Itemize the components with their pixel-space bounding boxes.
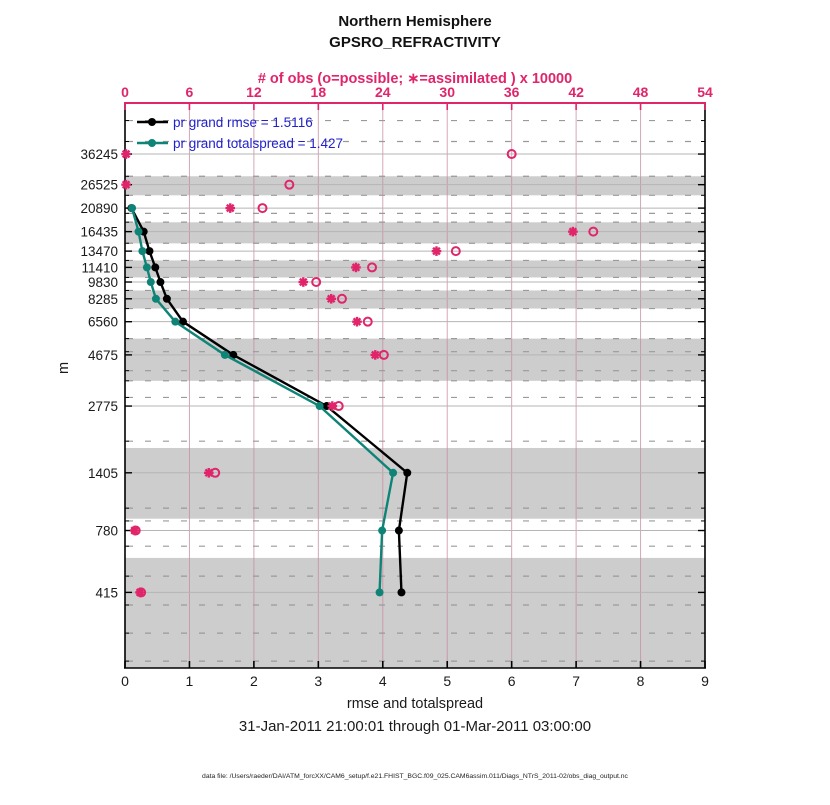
left-tick-label: 36245 <box>80 147 118 163</box>
left-tick-label: 26525 <box>80 177 118 193</box>
totalspread-point <box>376 588 384 596</box>
bottom-tick-label: 5 <box>443 673 452 689</box>
assimilated-count-marker <box>298 277 308 287</box>
bottom-tick-label: 8 <box>636 673 645 689</box>
legend-rmse-marker <box>148 118 156 126</box>
top-tick-label: 12 <box>246 84 262 100</box>
assimilated-count-marker <box>121 180 131 190</box>
assimilated-count-marker <box>351 263 361 273</box>
date-range-caption: 31-Jan-2011 21:00:01 through 01-Mar-2011 03:00:00 <box>238 718 592 735</box>
shaded-band <box>125 260 705 277</box>
totalspread-point <box>128 204 136 212</box>
legend-totalspread-label: pr grand totalspread = 1.427 <box>173 136 343 151</box>
assimilated-count-marker <box>370 350 380 360</box>
bottom-tick-label: 1 <box>185 673 194 689</box>
top-axis-label: # of obs (o=possible; ∗=assimilated ) x 10000 <box>257 71 573 87</box>
shaded-band <box>125 290 705 308</box>
assimilated-count-marker <box>568 227 578 237</box>
left-tick-label: 8285 <box>87 291 118 307</box>
assimilated-count-marker <box>326 294 336 304</box>
bottom-tick-label: 3 <box>314 673 323 689</box>
left-tick-label: 16435 <box>80 224 118 240</box>
bottom-tick-label: 9 <box>701 673 709 689</box>
totalspread-point <box>138 247 146 255</box>
legend-totalspread-marker <box>148 139 156 147</box>
legend-rmse-label: pr grand rmse = 1.5116 <box>173 115 313 130</box>
data-file-footer: data file: /Users/raeder/DAI/ATM_forcXX/CAM6_setup/f.e21.FHIST_BGC.f09_025.CAM6assim.011/Diags_NTrS_2011-02/obs_diag_output.nc <box>202 773 628 780</box>
bottom-tick-label: 0 <box>121 673 129 689</box>
rmse-point <box>395 527 403 535</box>
left-tick-label: 11410 <box>81 260 118 276</box>
plot-title-region: Northern Hemisphere <box>338 13 492 30</box>
rmse-point <box>163 295 171 303</box>
top-tick-label: 30 <box>439 84 456 100</box>
rmse-point <box>156 278 164 286</box>
totalspread-point <box>221 351 229 359</box>
totalspread-point <box>316 402 324 410</box>
shaded-bands-layer <box>125 176 705 668</box>
assimilated-count-marker <box>225 203 235 213</box>
left-tick-label: 6560 <box>87 314 118 330</box>
top-tick-label: 6 <box>185 84 194 100</box>
top-tick-label: 24 <box>374 84 391 100</box>
shaded-band <box>125 222 705 243</box>
assimilated-count-marker <box>432 246 442 256</box>
totalspread-point <box>378 527 386 535</box>
rmse-point <box>403 469 411 477</box>
left-tick-label: 1405 <box>87 465 118 481</box>
bottom-tick-label: 2 <box>249 673 258 689</box>
top-tick-label: 18 <box>310 84 327 100</box>
rmse-point <box>397 588 405 596</box>
top-tick-label: 36 <box>503 84 520 100</box>
assimilated-count-marker <box>352 317 362 327</box>
totalspread-point <box>135 228 143 236</box>
left-tick-label: 9830 <box>87 275 118 291</box>
top-tick-label: 54 <box>697 84 713 100</box>
rmse-point <box>145 247 153 255</box>
totalspread-point <box>147 278 155 286</box>
bottom-tick-label: 7 <box>572 673 581 689</box>
left-tick-label: 780 <box>95 523 118 539</box>
bottom-tick-label: 6 <box>507 673 516 689</box>
assimilated-count-marker <box>121 149 131 159</box>
totalspread-point <box>171 318 179 326</box>
y-axis-label: m <box>56 361 72 375</box>
totalspread-point <box>389 469 397 477</box>
top-tick-label: 48 <box>632 84 649 100</box>
left-tick-label: 4675 <box>87 347 118 363</box>
left-tick-label: 2775 <box>87 399 118 415</box>
left-tick-label: 13470 <box>80 244 118 260</box>
totalspread-point <box>143 263 151 271</box>
left-tick-label: 20890 <box>80 201 118 217</box>
top-tick-label: 42 <box>568 84 584 100</box>
plot-title-variable: GPSRO_REFRACTIVITY <box>329 34 501 51</box>
shaded-band <box>125 176 705 195</box>
bottom-axis-label: rmse and totalspread <box>346 696 484 712</box>
bottom-tick-label: 4 <box>378 673 387 689</box>
totalspread-point <box>152 295 160 303</box>
left-tick-label: 415 <box>95 585 118 601</box>
shaded-band <box>125 558 705 668</box>
top-tick-label: 0 <box>121 84 129 100</box>
rmse-point <box>151 263 159 271</box>
